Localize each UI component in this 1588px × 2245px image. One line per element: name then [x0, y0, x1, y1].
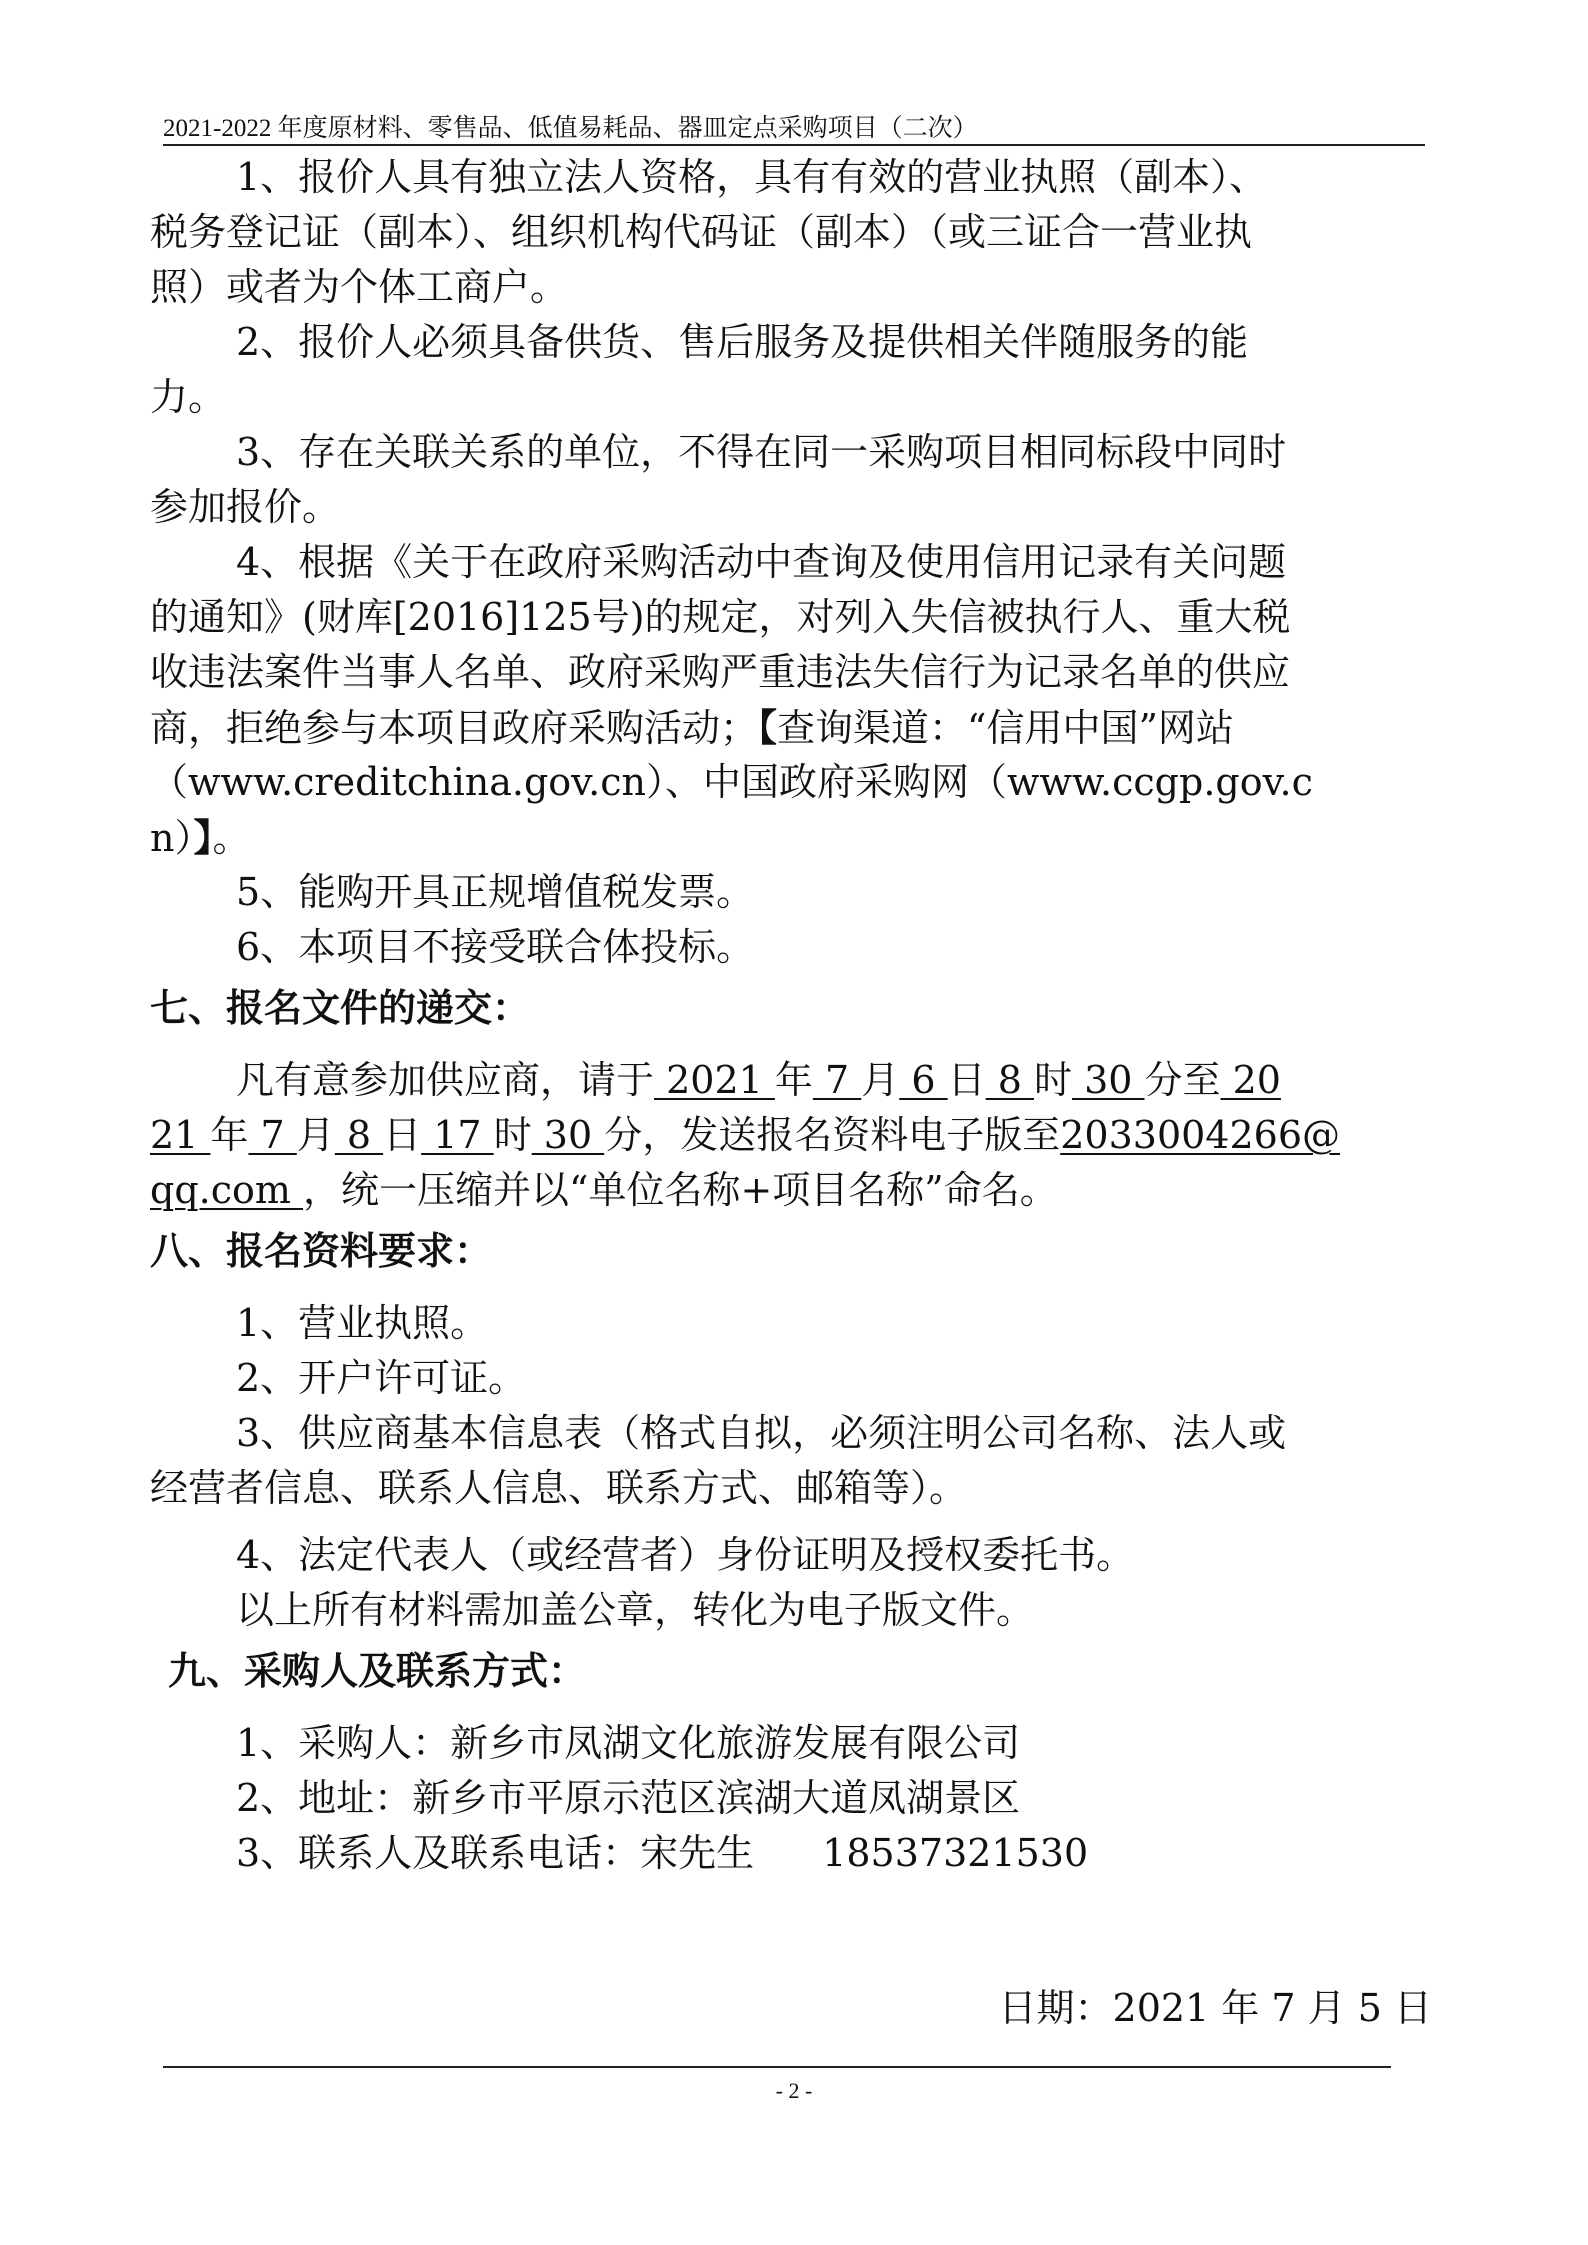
- header-divider: [163, 144, 1425, 146]
- paragraph-line: 3、供应商基本信息表（格式自拟，必须注明公司名称、法人或: [236, 1411, 1287, 1455]
- paragraph-line: 5、能购开具正规增值税发票。: [236, 870, 755, 914]
- underlined-value: 21: [150, 1113, 211, 1157]
- paragraph-line: [150, 1826, 1440, 1881]
- paragraph-line: 3、存在关联关系的单位，不得在同一采购项目相同标段中同时: [236, 430, 1287, 474]
- underlined-value: 7: [248, 1113, 297, 1157]
- paragraph-line: 收违法案件当事人名单、政府采购严重违法失信行为记录名单的供应: [150, 650, 1291, 694]
- page-header-title: 2021-2022 年度原材料、零售品、低值易耗品、器皿定点采购项目（二次）: [163, 115, 978, 142]
- underlined-value: 20: [1220, 1058, 1281, 1102]
- paragraph-line: 1、营业执照。: [236, 1301, 489, 1345]
- contact-phone: 18537321530: [822, 1831, 1089, 1875]
- text-run: 。: [212, 816, 251, 860]
- underlined-value: 17: [421, 1113, 494, 1157]
- email-address: qq.com: [150, 1168, 304, 1212]
- text-run: 日: [947, 1058, 986, 1102]
- paragraph-line: 4、法定代表人（或经营者）身份证明及授权委托书。: [236, 1533, 1135, 1577]
- paragraph-line: 参加报价。: [150, 485, 341, 529]
- text-run: 月: [296, 1113, 335, 1157]
- section-heading-7: 七、报名文件的递交：: [150, 986, 531, 1030]
- paragraph-line: [150, 810, 1440, 865]
- text-run: n）: [150, 816, 194, 860]
- paragraph-line: 税务登记证（副本）、组织机构代码证（副本）（或三证合一营业执: [150, 210, 1253, 254]
- text-run: ，统一压缩并以“单位名称+项目名称”命名。: [303, 1168, 1058, 1212]
- text-run: 年: [774, 1058, 813, 1102]
- paragraph-line: 2、开户许可证。: [236, 1356, 527, 1400]
- bracket-close: 】: [193, 815, 213, 860]
- text-run: 查询渠道：“信用中国”网站: [777, 706, 1234, 750]
- paragraph-line: 4、根据《关于在政府采购活动中查询及使用信用记录有关问题: [236, 540, 1287, 584]
- footer-divider: [163, 2066, 1391, 2068]
- paragraph-line: [150, 1053, 1440, 1108]
- document-body: [150, 150, 1440, 1881]
- paragraph-line: 经营者信息、联系人信息、联系方式、邮箱等）。: [150, 1466, 968, 1510]
- bracket-open: 【: [758, 705, 778, 750]
- paragraph-line: [150, 1163, 1440, 1218]
- text-run: 年: [210, 1113, 249, 1157]
- text-run: 时: [493, 1113, 532, 1157]
- paragraph-line: 2、报价人必须具备供货、售后服务及提供相关伴随服务的能: [236, 320, 1249, 364]
- text-run: 时: [1033, 1058, 1072, 1102]
- underlined-value: 7: [812, 1058, 862, 1102]
- email-address: 2033004266@: [1060, 1113, 1341, 1157]
- text-run: 日: [383, 1113, 422, 1157]
- paragraph-line: 照）或者为个体工商户。: [150, 265, 569, 309]
- page-number: - 2 -: [775, 2078, 813, 2103]
- paragraph-line: 力。: [150, 375, 227, 419]
- underlined-value: 8: [334, 1113, 384, 1157]
- paragraph-line: [150, 700, 1440, 755]
- paragraph-line: 的通知》(财库[2016]125号)的规定，对列入失信被执行人、重大税: [150, 595, 1291, 639]
- section-heading-9: 九、采购人及联系方式：: [168, 1649, 587, 1693]
- contact-label: 3、联系人及联系电话：宋先生: [236, 1831, 755, 1875]
- paragraph-line: 2、地址：新乡市平原示范区滨湖大道凤湖景区: [236, 1776, 1021, 1820]
- underlined-value: 6: [899, 1058, 948, 1102]
- underlined-value: 30: [531, 1113, 605, 1157]
- section-heading-8: 八、报名资料要求：: [150, 1229, 493, 1273]
- underlined-value: 2021: [654, 1058, 775, 1102]
- paragraph-line: （www.creditchina.gov.cn）、中国政府采购网（www.ccgp.gov.c: [150, 760, 1313, 804]
- underlined-value: 8: [985, 1058, 1034, 1102]
- text-run: 商，拒绝参与本项目政府采购活动；: [150, 706, 759, 750]
- text-run: 分至: [1144, 1058, 1221, 1102]
- text-run: 月: [861, 1058, 900, 1102]
- paragraph-line: 以上所有材料需加盖公章，转化为电子版文件。: [236, 1588, 1035, 1632]
- paragraph-line: 6、本项目不接受联合体投标。: [236, 925, 755, 969]
- underlined-value: 30: [1071, 1058, 1145, 1102]
- text-run: 分，发送报名资料电子版至: [604, 1113, 1061, 1157]
- paragraph-line: 1、报价人具有独立法人资格，具有有效的营业执照（副本）、: [236, 155, 1268, 199]
- text-run: 凡有意参加供应商，请于: [236, 1058, 655, 1102]
- paragraph-line: 1、采购人：新乡市凤湖文化旅游发展有限公司: [236, 1721, 1021, 1765]
- document-date: 日期：2021 年 7 月 5 日: [998, 1986, 1432, 2030]
- paragraph-line: [150, 1108, 1440, 1163]
